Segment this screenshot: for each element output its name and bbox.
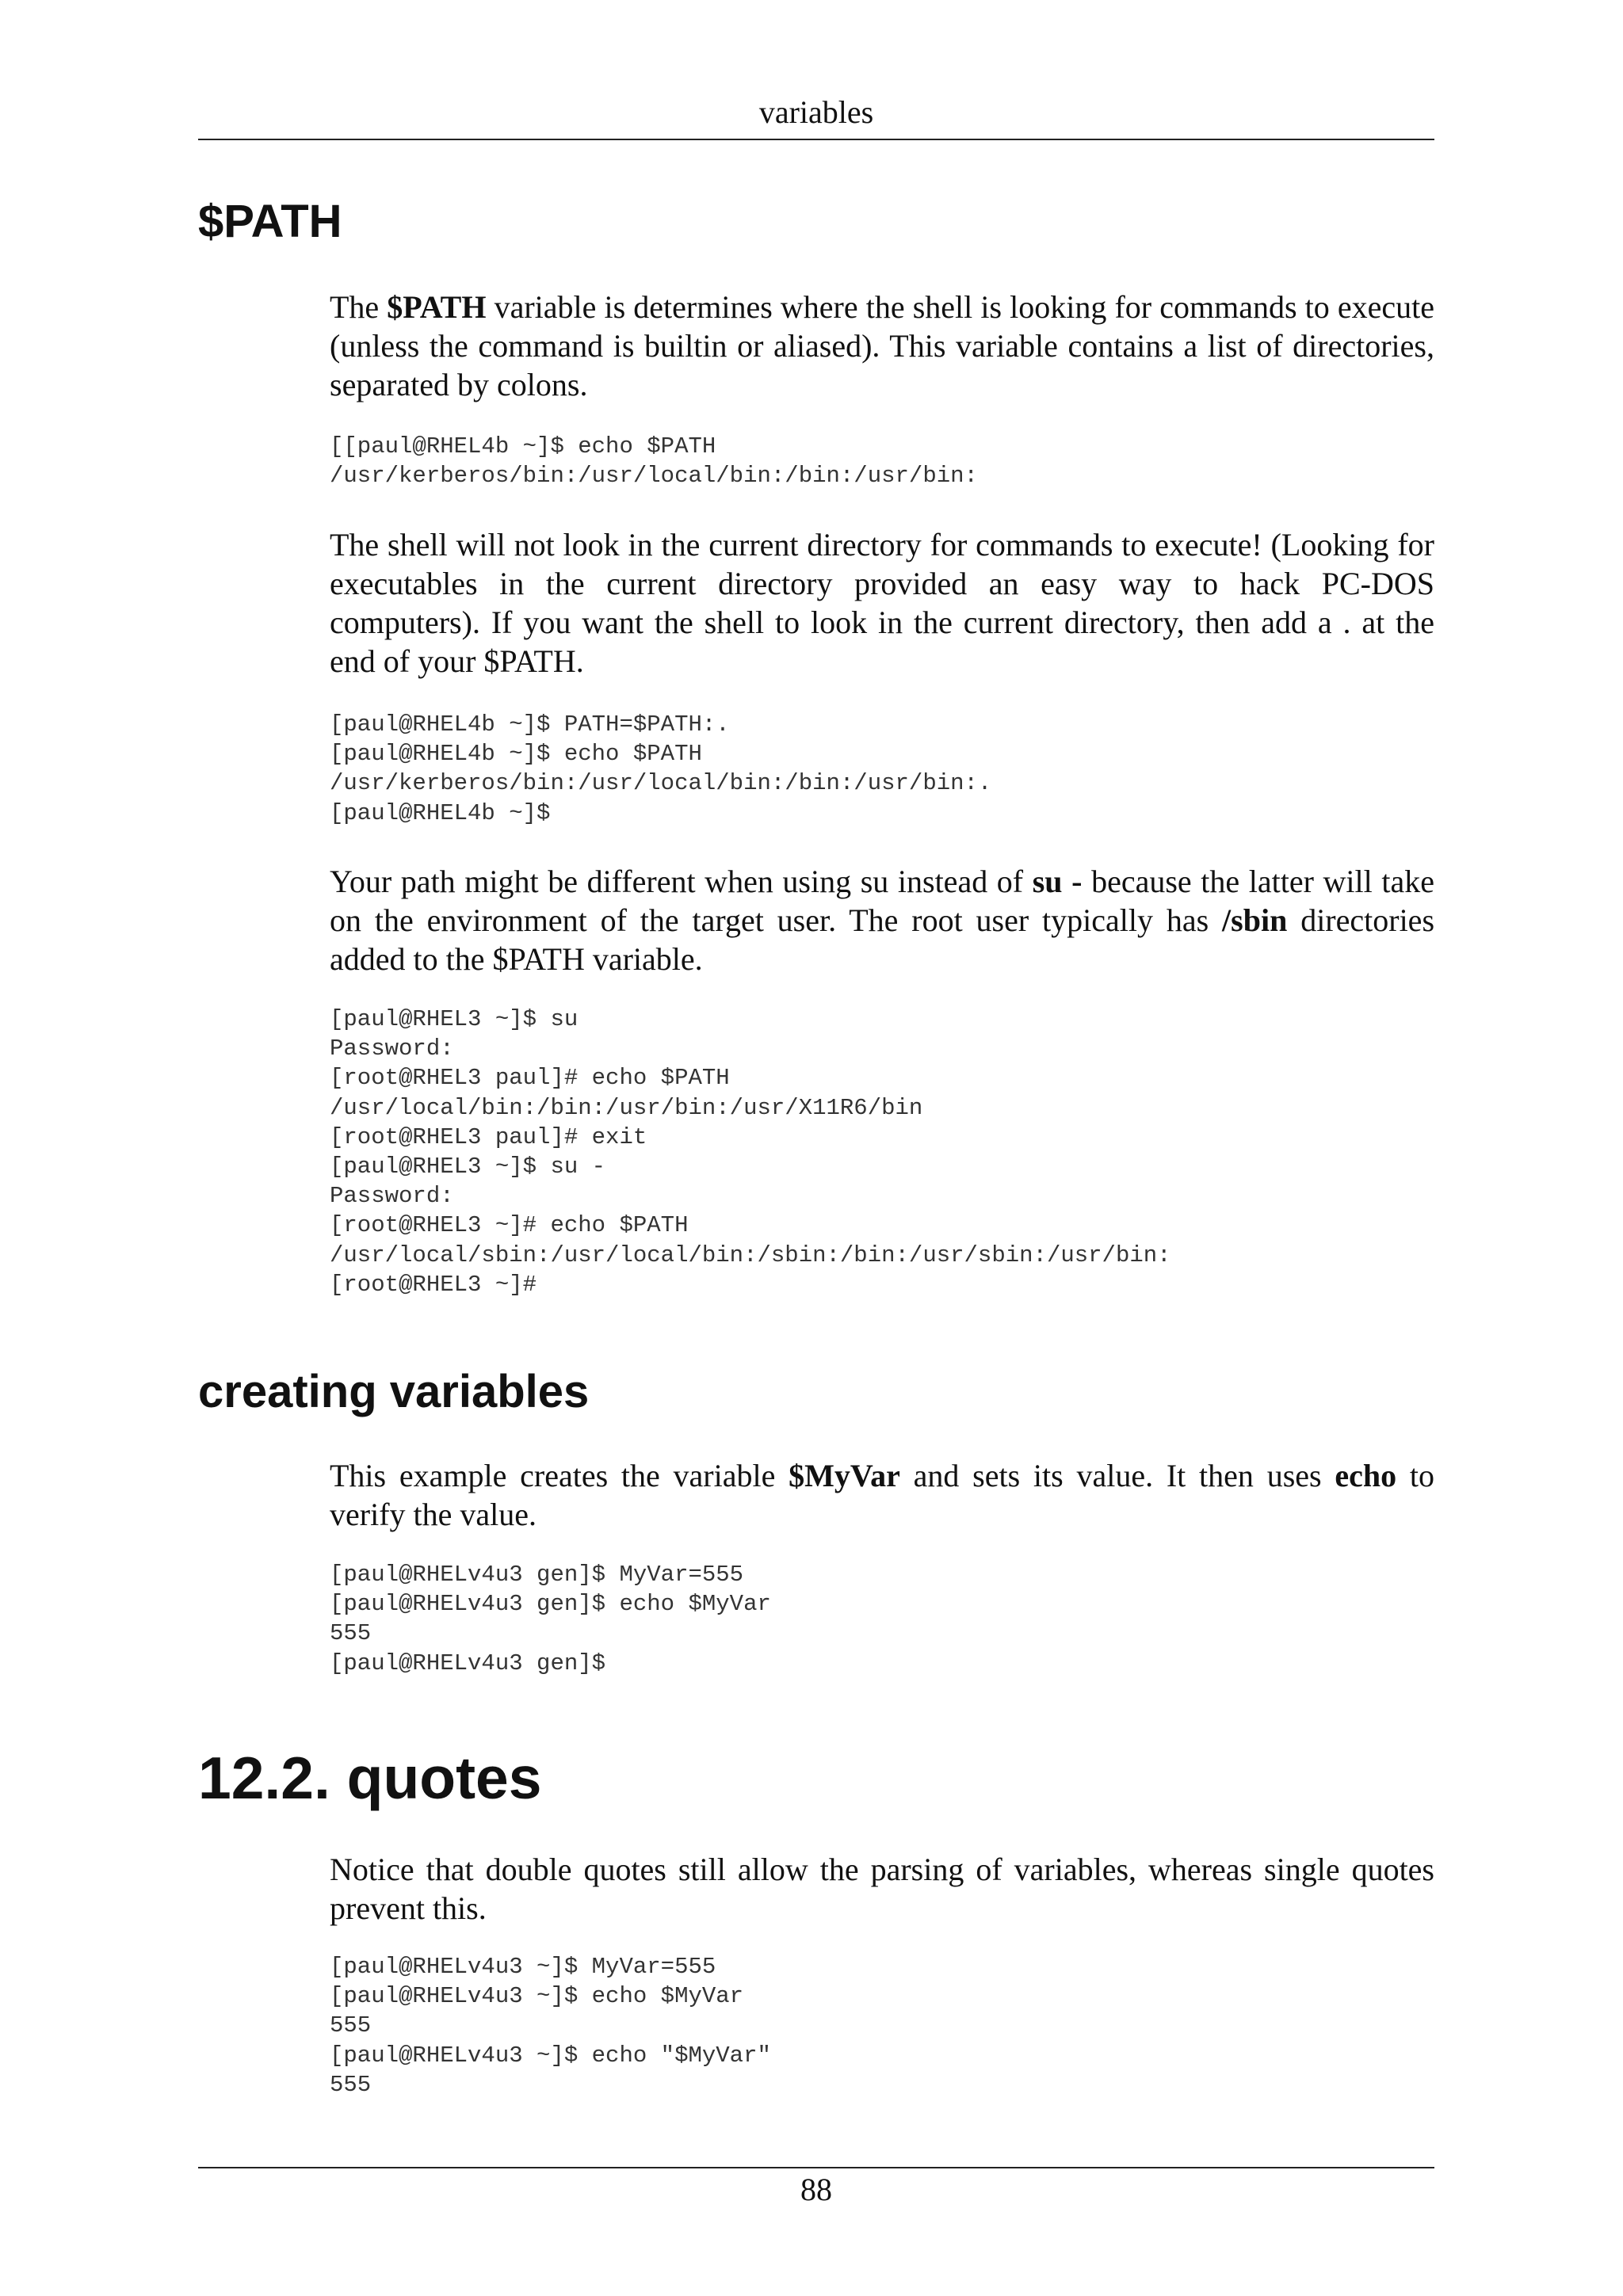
code-line: /usr/local/sbin:/usr/local/bin:/sbin:/bin:/usr/sbin:/usr/bin: [330, 1241, 1171, 1268]
code-line: [paul@RHELv4u3 ~]$ echo "$MyVar" [330, 2042, 771, 2069]
code-line: [paul@RHELv4u3 ~]$ MyVar=555 [330, 1954, 716, 1980]
code-line: [paul@RHEL4b ~]$ PATH=$PATH:. [330, 711, 730, 738]
code-line: [paul@RHEL4b ~]$ echo $PATH [330, 741, 702, 768]
code-line: [root@RHEL3 ~]# echo $PATH [330, 1212, 689, 1239]
code-line: [root@RHEL3 paul]# echo $PATH [330, 1065, 730, 1092]
path-paragraph-3: Your path might be different when using su instead of su - because the latter will take on the environment of the target user. The root user typically has /sbin directories added to the $PATH variable. [330, 864, 1435, 977]
code-line: 555 [330, 2012, 372, 2039]
code-block [330, 1952, 771, 2100]
code-line: /usr/kerberos/bin:/usr/local/bin:/bin:/usr/bin:. [330, 770, 992, 797]
code-line: [paul@RHELv4u3 gen]$ echo $MyVar [330, 1591, 771, 1618]
code-line: [paul@RHEL3 ~]$ su - [330, 1154, 606, 1180]
code-line: 555 [330, 2071, 372, 2098]
section-heading-creating-variables: creating variables [198, 1366, 590, 1417]
code-line: [root@RHEL3 ~]# [330, 1271, 537, 1298]
header-rule [198, 139, 1434, 140]
running-header: variables [758, 94, 874, 130]
code-line: [paul@RHELv4u3 gen]$ [330, 1650, 606, 1676]
page-number: 88 [800, 2172, 832, 2207]
code-line: 555 [330, 1620, 372, 1647]
code-block [330, 1005, 1171, 1299]
quotes-paragraph-1: Notice that double quotes still allow the parsing of variables, whereas single quotes prevent this. [330, 1852, 1434, 1926]
code-line: [root@RHEL3 paul]# exit [330, 1123, 647, 1150]
code-line: [paul@RHEL4b ~]$ [330, 799, 551, 826]
path-paragraph-2: The shell will not look in the current directory for commands to execute! (Looking for executables in the current directory provided an easy way to hack PC-DOS computers). If you want the shell to look in the current directory, then add a . at the end of your $PATH. [330, 527, 1434, 679]
creating-paragraph-1: This example creates the variable $MyVar and sets its value. It then uses echo to verify the value. [330, 1458, 1434, 1532]
section-heading-path: $PATH [198, 196, 342, 247]
chapter-heading-quotes: 12.2. quotes [198, 1745, 542, 1811]
code-line: /usr/local/bin:/bin:/usr/bin:/usr/X11R6/bin [330, 1094, 923, 1121]
code-block [330, 710, 991, 828]
code-block [330, 1560, 771, 1678]
footer-rule [198, 2167, 1434, 2168]
code-line: [paul@RHELv4u3 gen]$ MyVar=555 [330, 1562, 744, 1588]
code-line: [paul@RHEL3 ~]$ su [330, 1006, 579, 1032]
code-line: /usr/kerberos/bin:/usr/local/bin:/bin:/usr/bin: [330, 463, 978, 490]
code-block [330, 432, 978, 490]
code-line: [paul@RHELv4u3 ~]$ echo $MyVar [330, 1983, 744, 2010]
code-line: [[paul@RHEL4b ~]$ echo $PATH [330, 433, 716, 460]
code-line: Password: [330, 1035, 454, 1062]
path-paragraph-1: The $PATH variable is determines where the shell is looking for commands to execute (unless the command is builtin or aliased). This variable contains a list of directories, separated by colons. [330, 289, 1434, 402]
code-line: Password: [330, 1183, 454, 1210]
